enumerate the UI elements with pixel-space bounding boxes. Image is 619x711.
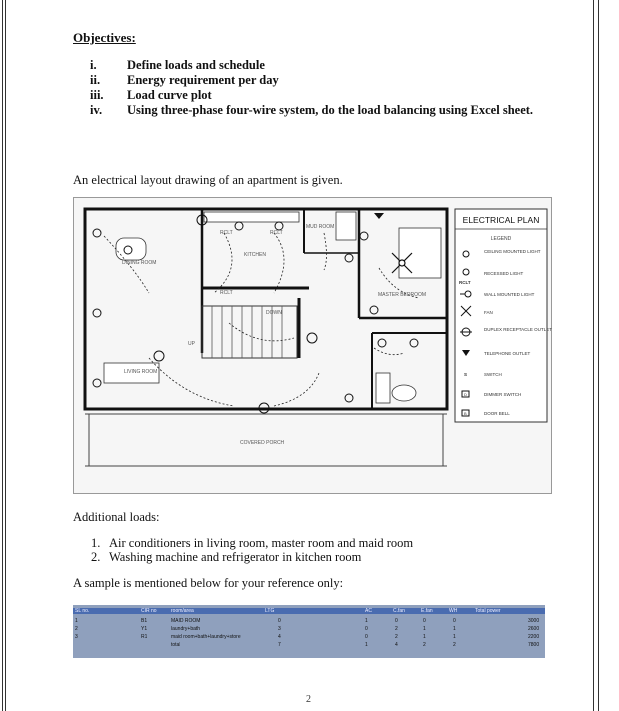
additional-loads-heading: Additional loads:: [73, 510, 160, 524]
table-row: total 7 1 4 2 2 7800: [171, 642, 540, 648]
table-header-row: SL no. CIR no room/area LTG AC C.fan E.fan WH Total power: [73, 608, 545, 614]
objective-text: Load curve plot: [127, 88, 212, 102]
objective-text: Using three-phase four-wire system, do the load balancing using Excel sheet.: [127, 103, 534, 117]
rclt-label: RCLT: [270, 230, 283, 236]
svg-text:FAN: FAN: [484, 310, 493, 315]
rclt-label: RCLT: [220, 230, 233, 236]
objective-number: iii.: [90, 88, 104, 102]
objective-text: Energy requirement per day: [127, 73, 279, 87]
rclt-label: RCLT: [220, 290, 233, 296]
svg-text:SWITCH: SWITCH: [484, 372, 502, 377]
page-number: 2: [306, 694, 311, 705]
intro-text: An electrical layout drawing of an apartment is given.: [73, 173, 343, 187]
legend-item: [462, 410, 510, 416]
legend-subtitle: LEGEND: [490, 236, 512, 242]
room-label: LIVING ROOM: [124, 369, 158, 375]
svg-text:DIMMER SWITCH: DIMMER SWITCH: [484, 392, 522, 397]
list-text: Air conditioners in living room, master room and maid room: [109, 536, 414, 550]
room-label: MUD ROOM: [306, 224, 335, 230]
svg-text:WALL MOUNTED LIGHT: WALL MOUNTED LIGHT: [484, 292, 535, 297]
sample-table: [73, 605, 545, 658]
room-label: UP: [188, 341, 195, 347]
svg-text:DOOR BELL: DOOR BELL: [484, 411, 510, 416]
objectives-heading: Objectives:: [73, 30, 136, 45]
legend-title: ELECTRICAL PLAN: [462, 215, 540, 225]
list-text: Washing machine and refrigerator in kitchen room: [109, 550, 362, 564]
list-item: [91, 536, 413, 551]
electrical-plan-figure: [73, 197, 552, 494]
sample-note: A sample is mentioned below for your reference only:: [73, 576, 344, 590]
svg-text:RCLT: RCLT: [459, 280, 471, 285]
table-row: 3 R1 maid room+bath+laundry+store 4 0 2 1 1 2200: [75, 634, 540, 640]
table-row: 1 B1 MAID ROOM 0 1 0 0 0 3000: [75, 618, 540, 624]
svg-text:D: D: [464, 392, 467, 397]
list-number: 2.: [91, 550, 101, 564]
room-label: MASTER BEDROOM: [378, 292, 427, 298]
switch-icon: S: [464, 372, 468, 377]
list-item: [91, 550, 361, 565]
svg-text:B: B: [464, 411, 467, 416]
objective-number: i.: [90, 58, 97, 72]
objective-number: ii.: [90, 73, 101, 87]
table-row: 2 Y1 laundry+bath 3 0 2 1 1 2600: [75, 626, 540, 632]
svg-text:TELEPHONE OUTLET: TELEPHONE OUTLET: [484, 351, 531, 356]
room-label: COVERED PORCH: [240, 440, 285, 446]
svg-text:RECESSED LIGHT: RECESSED LIGHT: [484, 271, 524, 276]
svg-text:CEILING MOUNTED LIGHT: CEILING MOUNTED LIGHT: [484, 249, 541, 254]
objective-text: Define loads and schedule: [127, 58, 265, 72]
room-label: DOWN: [266, 310, 282, 316]
objective-number: iv.: [90, 103, 103, 117]
page-border-left: [2, 0, 6, 711]
svg-text:DUPLEX RECEPTACLE OUTLET: DUPLEX RECEPTACLE OUTLET: [484, 327, 552, 332]
list-number: 1.: [91, 536, 101, 550]
page-border-right: [593, 0, 599, 711]
room-label: DINING ROOM: [122, 260, 157, 266]
room-label: KITCHEN: [244, 252, 266, 258]
